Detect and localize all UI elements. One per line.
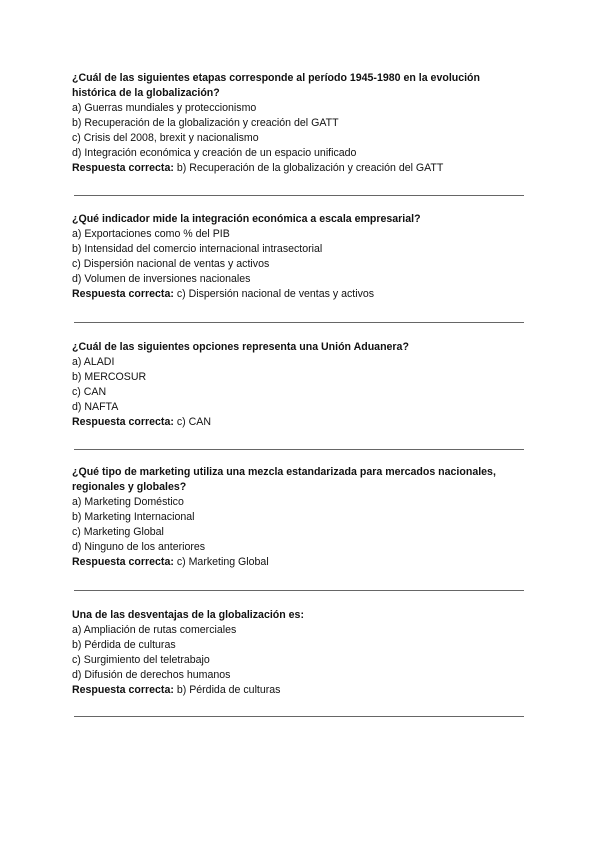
option-c: c) Surgimiento del teletrabajo: [72, 654, 210, 666]
option-d: d) Volumen de inversiones nacionales: [72, 273, 251, 285]
divider-line: [74, 716, 524, 717]
option-a: a) Marketing Doméstico: [72, 496, 184, 508]
option-a: a) Exportaciones como % del PIB: [72, 228, 230, 240]
option-d: d) Integración económica y creación de un espacio unificado: [72, 147, 357, 159]
question-text: Una de las desventajas de la globalización es:: [72, 609, 304, 621]
option-b: b) MERCOSUR: [72, 371, 147, 383]
correct-answer: [72, 287, 524, 302]
correct-answer: [72, 555, 524, 570]
correct-answer: [72, 415, 524, 430]
answer-label: Respuesta correcta:: [72, 684, 174, 696]
answer-value: b) Pérdida de culturas: [176, 684, 281, 696]
option-b: b) Marketing Internacional: [72, 511, 195, 523]
answer-label: Respuesta correcta:: [72, 288, 174, 300]
question-block-5: [72, 608, 524, 698]
option-c: c) CAN: [72, 386, 107, 398]
option-c: c) Dispersión nacional de ventas y activos: [72, 258, 270, 270]
question-block-2: [72, 212, 524, 302]
divider-line: [74, 449, 524, 450]
question-block-3: [72, 340, 524, 430]
answer-value: b) Recuperación de la globalización y creación del GATT: [176, 162, 444, 174]
divider-line: [74, 590, 524, 591]
option-a: a) Guerras mundiales y proteccionismo: [72, 102, 257, 114]
option-b: b) Recuperación de la globalización y creación del GATT: [72, 117, 339, 129]
answer-value: c) Dispersión nacional de ventas y activos: [176, 288, 375, 300]
answer-label: Respuesta correcta:: [72, 162, 174, 174]
answer-value: c) Marketing Global: [176, 556, 269, 568]
question-block-4: [72, 465, 524, 570]
correct-answer: [72, 161, 524, 176]
option-a: a) ALADI: [72, 356, 115, 368]
option-b: b) Pérdida de culturas: [72, 639, 176, 651]
question-block-1: [72, 71, 524, 176]
option-b: b) Intensidad del comercio internacional intrasectorial: [72, 243, 323, 255]
question-text: ¿Qué indicador mide la integración económica a escala empresarial?: [72, 213, 421, 225]
divider-line: [74, 195, 524, 196]
answer-label: Respuesta correcta:: [72, 556, 174, 568]
option-d: d) NAFTA: [72, 401, 119, 413]
option-a: a) Ampliación de rutas comerciales: [72, 624, 237, 636]
option-c: c) Crisis del 2008, brexit y nacionalismo: [72, 132, 259, 144]
answer-label: Respuesta correcta:: [72, 416, 174, 428]
question-text: ¿Cuál de las siguientes opciones representa una Unión Aduanera?: [72, 341, 409, 353]
answer-value: c) CAN: [176, 416, 211, 428]
option-d: d) Ninguno de los anteriores: [72, 541, 206, 553]
correct-answer: [72, 683, 524, 698]
question-text: ¿Cuál de las siguientes etapas corresponde al período 1945-1980 en la evolución histórica de la globalización?: [72, 72, 481, 99]
divider-line: [74, 322, 524, 323]
question-text: ¿Qué tipo de marketing utiliza una mezcla estandarizada para mercados nacionales, regionales y globales?: [72, 466, 496, 493]
option-d: d) Difusión de derechos humanos: [72, 669, 231, 681]
option-c: c) Marketing Global: [72, 526, 164, 538]
